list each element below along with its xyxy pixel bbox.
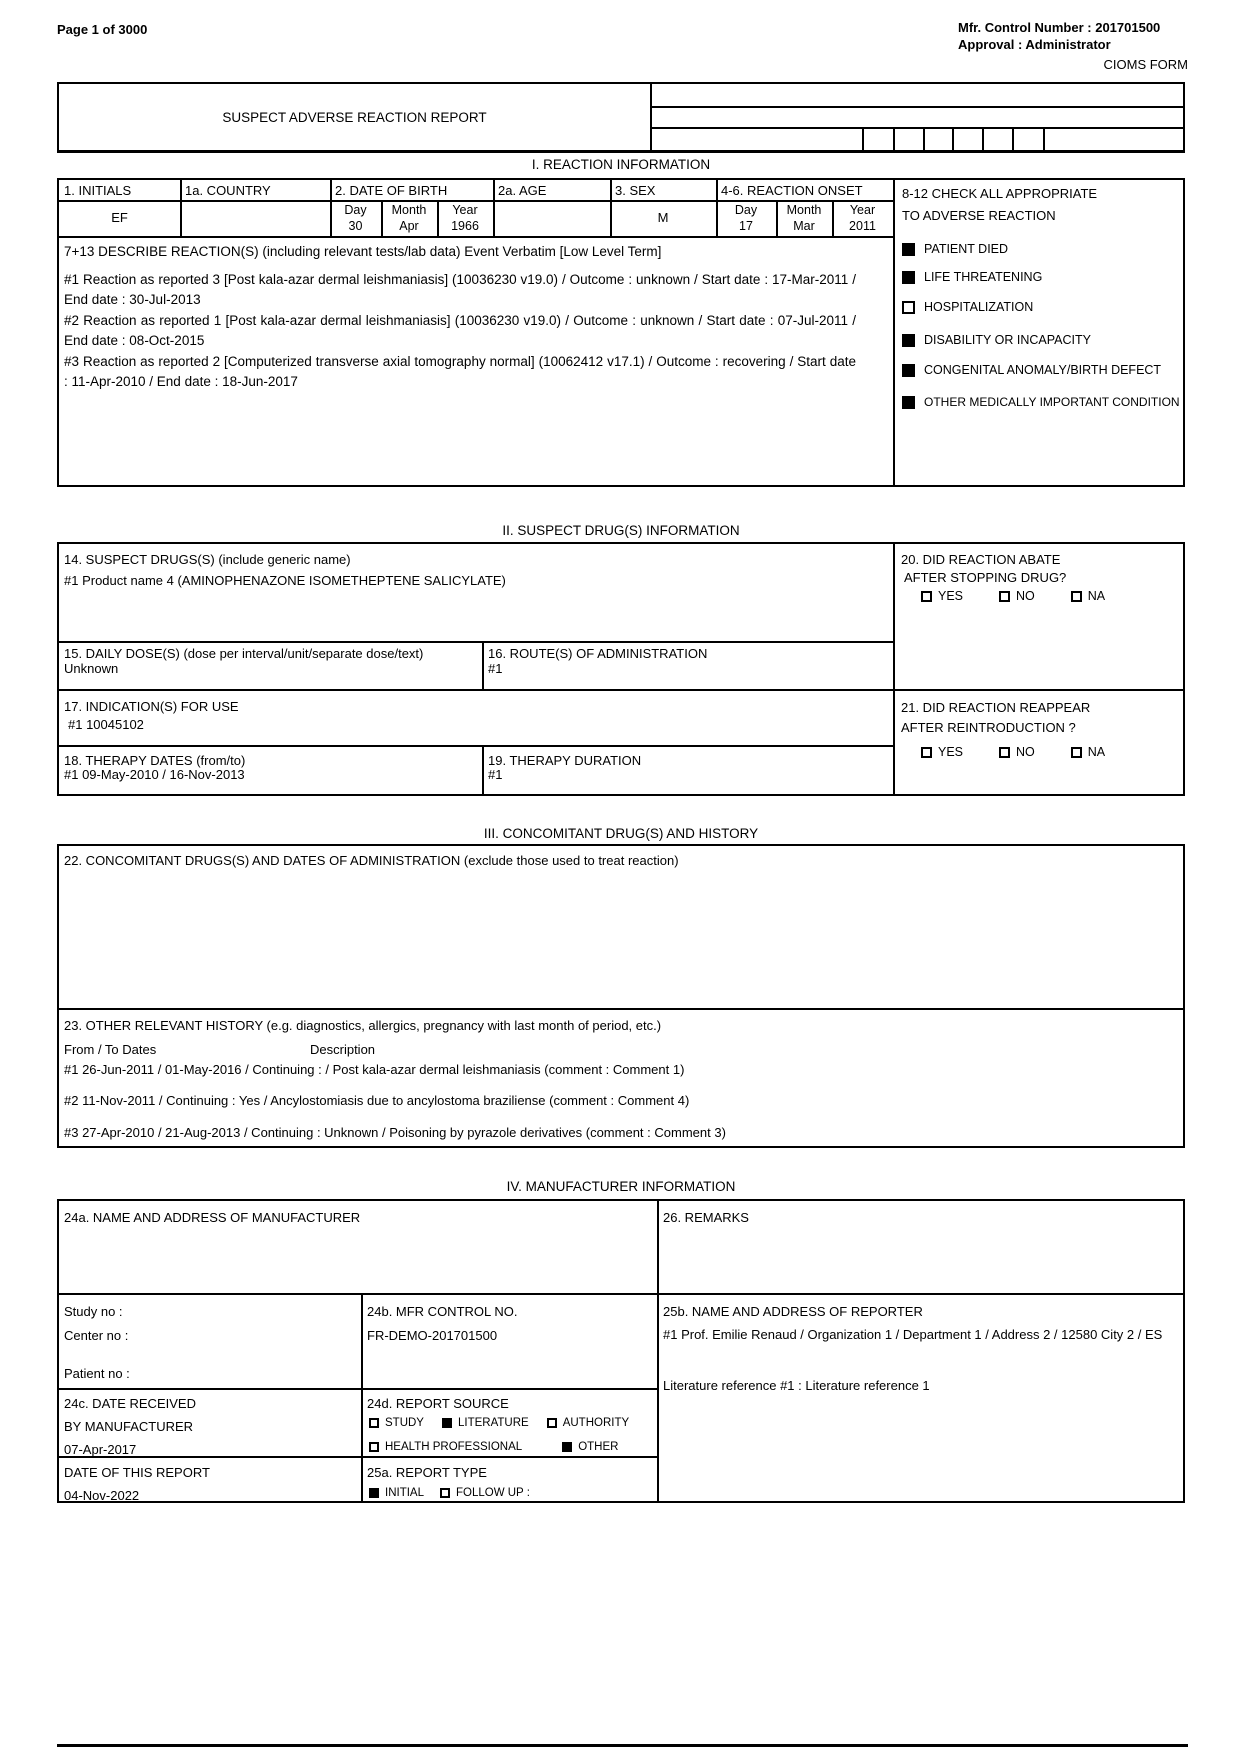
checkbox-label: HEALTH PROFESSIONAL [385, 1441, 523, 1453]
section1-heading: I. REACTION INFORMATION [531, 157, 711, 172]
onset-day-value: 17 [739, 219, 753, 233]
title-table [57, 82, 1185, 153]
history-col-description: Description [310, 1042, 376, 1057]
describe-reactions-label: 7+13 DESCRIBE REACTION(S) (including relevant tests/lab data) Event Verbatim [Low Level Term] [64, 244, 662, 259]
divider [482, 745, 484, 794]
mfr-control-no-value: FR-DEMO-201701500 [367, 1328, 498, 1343]
dob-month-value: Apr [399, 219, 419, 233]
checkbox-label: CONGENITAL ANOMALY/BIRTH DEFECT [924, 363, 1162, 377]
route-value: #1 [488, 661, 503, 676]
checkbox-label: LITERATURE [457, 1417, 529, 1429]
checkbox-reappear-yes[interactable] [921, 747, 932, 758]
seriousness-title-line1: 8-12 CHECK ALL APPROPRIATE [902, 186, 1098, 201]
history-entry: #2 11-Nov-2011 / Continuing : Yes / Ancylostomiasis due to ancylostoma braziliense (comment : Comment 4) [64, 1093, 690, 1108]
checkbox-abate-yes[interactable] [921, 591, 932, 602]
checkbox-reappear-no[interactable] [999, 747, 1010, 758]
sex-value: M [657, 210, 669, 225]
type-option-initial [369, 1487, 424, 1499]
onset-year-label: Year [849, 203, 876, 217]
seriousness-item [902, 363, 1161, 377]
history-entry: #3 27-Apr-2010 / 21-Aug-2013 / Continuing : Unknown / Poisoning by pyrazole derivatives (comment : Comment 3) [64, 1125, 726, 1140]
checkbox-label: STUDY [385, 1417, 424, 1429]
checkbox-label: FOLLOW UP : [455, 1487, 530, 1499]
checkbox-label: INITIAL [385, 1487, 424, 1499]
approval-label: Approval : Administrator [958, 37, 1111, 52]
checkbox-label: LIFE THREATENING [924, 270, 1043, 284]
checkbox-health-professional[interactable] [369, 1442, 379, 1452]
checkbox-label: NO [1016, 589, 1035, 603]
onset-year-cell [832, 202, 893, 234]
checkbox-authority[interactable] [547, 1418, 557, 1428]
date-received-label-line1: 24c. DATE RECEIVED [64, 1396, 196, 1411]
reaction-reappear-question-line1: 21. DID REACTION REAPPEAR [901, 700, 1091, 715]
mfr-control-no-label: 24b. MFR CONTROL NO. [367, 1304, 518, 1319]
checkbox-abate-no[interactable] [999, 591, 1010, 602]
divider [982, 127, 984, 150]
divider [893, 180, 895, 485]
literature-reference: Literature reference #1 : Literature reference 1 [663, 1378, 930, 1393]
onset-label: 4-6. REACTION ONSET [721, 183, 863, 198]
dob-month-cell [381, 202, 437, 234]
concomitant-drugs-label: 22. CONCOMITANT DRUGS(S) AND DATES OF ADMINISTRATION (exclude those used to treat reaction) [64, 853, 679, 868]
page-number-label: Page 1 of 3000 [57, 22, 148, 37]
reappear-option-na [1071, 745, 1105, 759]
section3-table [57, 844, 1185, 1148]
seriousness-item [902, 270, 1042, 284]
checkbox-congenital-anomaly[interactable] [902, 364, 915, 377]
age-value-cell [493, 202, 610, 236]
checkbox-disability[interactable] [902, 334, 915, 347]
checkbox-label: YES [938, 589, 964, 603]
abate-option-no [999, 589, 1035, 603]
section4-heading: IV. MANUFACTURER INFORMATION [506, 1179, 736, 1194]
checkbox-other-medically-important[interactable] [902, 396, 915, 409]
divider [482, 641, 484, 689]
divider [59, 1388, 657, 1390]
center-no-label: Center no : [64, 1328, 129, 1343]
form-title: SUSPECT ADVERSE REACTION REPORT [222, 110, 487, 125]
source-option-authority [547, 1417, 629, 1429]
seriousness-title-line2: TO ADVERSE REACTION [902, 208, 1056, 223]
initials-label: 1. INITIALS [64, 183, 132, 198]
date-received-value: 07-Apr-2017 [64, 1442, 137, 1457]
reaction-entry: #2 Reaction as reported 1 [Post kala-azar dermal leishmaniasis] (10036230 v19.0) / Outcome : unknown / Start date : 07-Jul-2011 / End date : 08-Oct-2015 [64, 313, 856, 348]
divider [610, 180, 612, 238]
suspect-drugs-label: 14. SUSPECT DRUGS(S) (include generic name) [64, 552, 351, 567]
age-label: 2a. AGE [498, 183, 547, 198]
reaction-reappear-question-line2: AFTER REINTRODUCTION ? [901, 720, 1076, 735]
therapy-duration-label: 19. THERAPY DURATION [488, 753, 642, 768]
therapy-dates-label: 18. THERAPY DATES (from/to) [64, 753, 246, 768]
patient-no-label: Patient no : [64, 1366, 130, 1381]
divider [650, 106, 1183, 108]
section2-heading: II. SUSPECT DRUG(S) INFORMATION [502, 523, 740, 538]
divider [952, 127, 954, 150]
reaction-entry: #1 Reaction as reported 3 [Post kala-azar dermal leishmaniasis] (10036230 v19.0) / Outcome : unknown / Start date : 17-Mar-2011 / End date : 30-Jul-2013 [64, 272, 856, 307]
divider [650, 127, 1183, 129]
checkbox-label: NA [1087, 589, 1106, 603]
route-label: 16. ROUTE(S) OF ADMINISTRATION [488, 646, 708, 661]
divider [59, 641, 895, 643]
footer-rule [57, 1744, 1188, 1747]
indication-value: #1 10045102 [68, 717, 144, 732]
date-of-report-label: DATE OF THIS REPORT [64, 1465, 210, 1480]
indication-label: 17. INDICATION(S) FOR USE [64, 699, 239, 714]
cioms-form-label: CIOMS FORM [1103, 57, 1188, 72]
checkbox-hospitalization[interactable] [902, 301, 915, 314]
dob-day-cell [330, 202, 381, 234]
checkbox-label: NA [1087, 745, 1106, 759]
abate-option-yes [921, 589, 963, 603]
section4-table [57, 1199, 1185, 1503]
onset-month-value: Mar [793, 219, 815, 233]
remarks-label: 26. REMARKS [663, 1210, 749, 1225]
section1-table [57, 178, 1185, 487]
dob-label: 2. DATE OF BIRTH [335, 183, 448, 198]
daily-dose-label: 15. DAILY DOSE(S) (dose per interval/unit/separate dose/text) [64, 646, 424, 661]
daily-dose-value: Unknown [64, 661, 119, 676]
source-option-study [369, 1417, 424, 1429]
sex-label: 3. SEX [615, 183, 656, 198]
checkbox-label: PATIENT DIED [924, 242, 1009, 256]
divider [59, 1293, 1183, 1295]
divider [59, 745, 895, 747]
onset-day-label: Day [734, 203, 758, 217]
divider [1043, 127, 1045, 150]
dob-year-cell [437, 202, 493, 234]
dob-year-value: 1966 [451, 219, 479, 233]
checkbox-patient-died[interactable] [902, 243, 915, 256]
divider [1012, 127, 1014, 150]
seriousness-item [902, 333, 1091, 347]
checkbox-initial[interactable] [369, 1488, 379, 1498]
onset-day-cell [716, 202, 776, 234]
reporter-value: #1 Prof. Emilie Renaud / Organization 1 / Department 1 / Address 2 / 12580 City 2 / ES [663, 1327, 1163, 1342]
therapy-duration-value: #1 [488, 767, 503, 782]
checkbox-literature[interactable] [442, 1418, 452, 1428]
seriousness-item [902, 300, 1033, 314]
type-option-follow-up [440, 1487, 530, 1499]
onset-year-value: 2011 [849, 219, 876, 233]
reaction-entry: #3 Reaction as reported 2 [Computerized transverse axial tomography normal] (10062412 v17.1) / Outcome : recovering / Start date : 11-Apr-2010 / End date : 18-Jun-2017 [64, 354, 856, 389]
dob-day-value: 30 [348, 219, 363, 233]
abate-option-na [1071, 589, 1105, 603]
concomitant-drugs-value-area [59, 870, 1183, 1006]
divider [59, 1456, 657, 1458]
initials-value: EF [111, 210, 128, 225]
divider [650, 84, 652, 150]
source-option-other [562, 1441, 618, 1453]
reaction-abate-question-line2: AFTER STOPPING DRUG? [904, 570, 1067, 585]
mfr-control-number: Mfr. Control Number : 201701500 [958, 20, 1161, 35]
checkbox-abate-na[interactable] [1071, 591, 1082, 602]
checkbox-study[interactable] [369, 1418, 379, 1428]
suspect-drugs-value: #1 Product name 4 (AMINOPHENAZONE ISOMETHEPTENE SALICYLATE) [64, 573, 506, 588]
reaction-abate-question-line1: 20. DID REACTION ABATE [901, 552, 1061, 567]
report-source-label: 24d. REPORT SOURCE [367, 1396, 509, 1411]
divider [59, 1008, 1183, 1010]
dob-day-label: Day [344, 203, 367, 217]
divider [893, 544, 895, 794]
therapy-dates-value: #1 09-May-2010 / 16-Nov-2013 [64, 767, 245, 782]
dob-month-label: Month [391, 203, 427, 217]
checkbox-reappear-na[interactable] [1071, 747, 1082, 758]
checkbox-label: AUTHORITY [562, 1417, 630, 1429]
report-type-label: 25a. REPORT TYPE [367, 1465, 487, 1480]
source-option-health-professional [369, 1441, 522, 1453]
divider [59, 689, 1183, 691]
checkbox-label: OTHER [578, 1441, 619, 1453]
checkbox-label: NO [1016, 745, 1035, 759]
checkbox-label: DISABILITY OR INCAPACITY [924, 333, 1091, 347]
history-entry: #1 26-Jun-2011 / 01-May-2016 / Continuing : / Post kala-azar dermal leishmaniasis (comment : Comment 1) [64, 1062, 685, 1077]
manufacturer-name-label: 24a. NAME AND ADDRESS OF MANUFACTURER [64, 1210, 361, 1225]
section2-table [57, 542, 1185, 796]
divider [923, 127, 925, 150]
source-option-literature [442, 1417, 529, 1429]
seriousness-item [902, 242, 1008, 256]
checkbox-life-threatening[interactable] [902, 271, 915, 284]
history-col-dates: From / To Dates [64, 1042, 157, 1057]
checkbox-follow-up[interactable] [440, 1488, 450, 1498]
divider [862, 127, 864, 150]
reappear-option-yes [921, 745, 963, 759]
divider [361, 1293, 363, 1501]
section3-heading: III. CONCOMITANT DRUG(S) AND HISTORY [483, 826, 759, 841]
dob-year-label: Year [452, 203, 478, 217]
onset-month-label: Month [786, 203, 822, 217]
study-no-label: Study no : [64, 1304, 123, 1319]
divider [893, 127, 895, 150]
date-received-label-line2: BY MANUFACTURER [64, 1419, 194, 1434]
reporter-label: 25b. NAME AND ADDRESS OF REPORTER [663, 1304, 923, 1319]
checkbox-label: YES [938, 745, 964, 759]
divider [657, 1201, 659, 1501]
other-history-label: 23. OTHER RELEVANT HISTORY (e.g. diagnostics, allergics, pregnancy with last month of period, etc.) [64, 1018, 662, 1033]
checkbox-other[interactable] [562, 1442, 572, 1452]
country-label: 1a. COUNTRY [185, 183, 271, 198]
onset-month-cell [776, 202, 832, 234]
checkbox-label: OTHER MEDICALLY IMPORTANT CONDITION [924, 395, 1180, 409]
reappear-option-no [999, 745, 1035, 759]
seriousness-item [902, 395, 1180, 409]
date-of-report-value: 04-Nov-2022 [64, 1488, 140, 1503]
divider [59, 236, 895, 238]
country-value-cell [180, 202, 330, 236]
checkbox-label: HOSPITALIZATION [924, 300, 1034, 314]
